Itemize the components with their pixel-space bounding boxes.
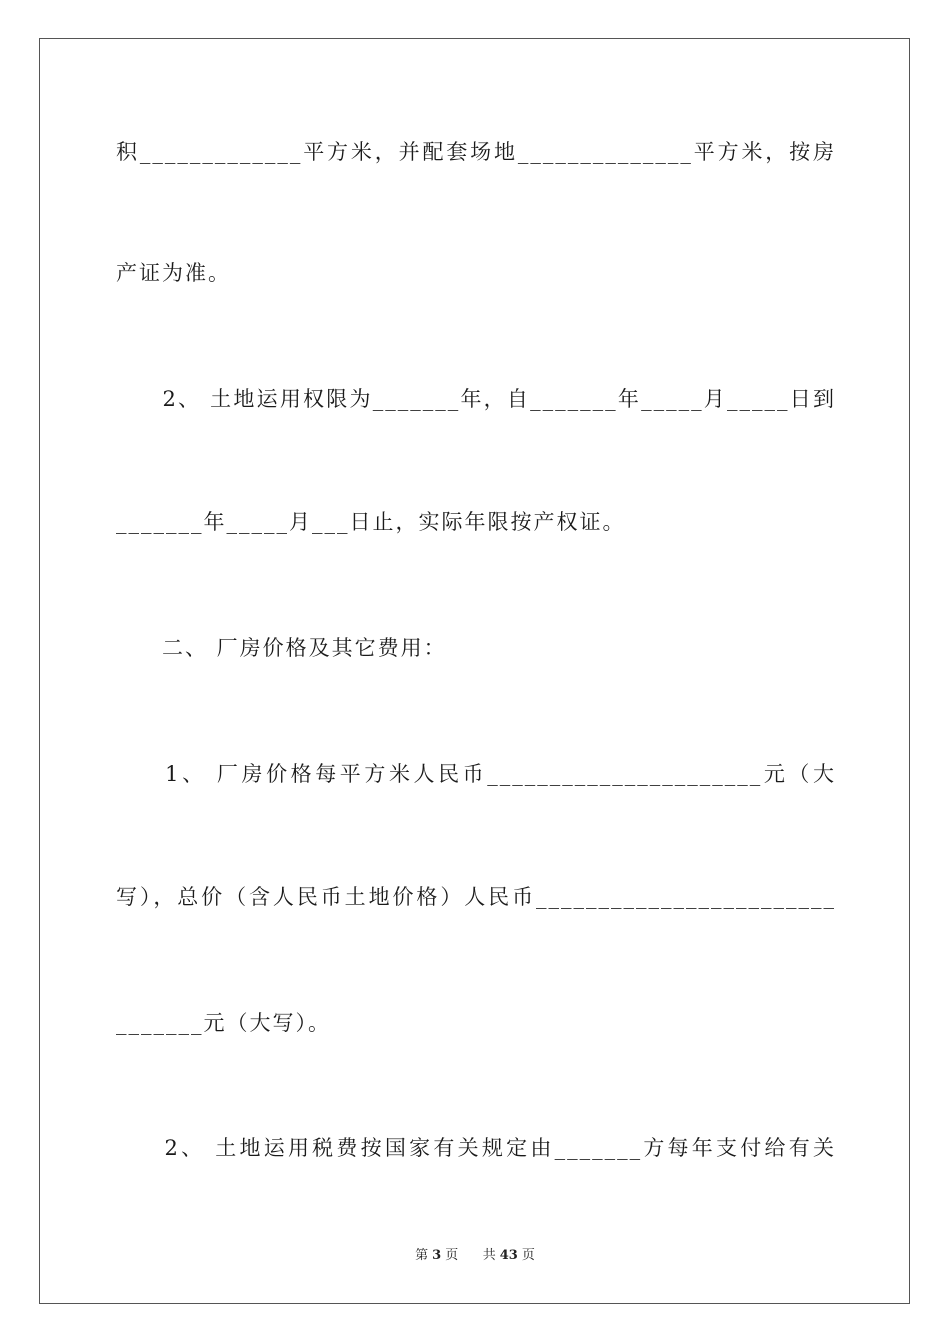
text-line-1: 积_____________平方米，并配套场地______________平方米，按房 <box>116 140 836 164</box>
text-line-4: _______年_____月___日止，实际年限按产权证。 <box>116 510 626 534</box>
text-line-2: 产证为准。 <box>116 261 231 285</box>
total-pages-indicator <box>481 1248 537 1263</box>
section-heading: 二、 厂房价格及其它费用： <box>116 636 447 660</box>
page-footer <box>0 1244 950 1263</box>
text-line-7: 写），总价（含人民币土地价格）人民币________________________ <box>116 885 836 909</box>
text-line-6: 1、 厂房价格每平方米人民币______________________元（大 <box>116 762 836 786</box>
total-pages: 43 <box>499 1248 518 1263</box>
total-prefix: 共 <box>482 1248 496 1263</box>
page-suffix: 页 <box>445 1248 459 1263</box>
text-line-8: _______元（大写）。 <box>116 1011 331 1035</box>
page-prefix: 第 <box>415 1248 429 1263</box>
total-suffix: 页 <box>521 1248 535 1263</box>
page-indicator <box>413 1248 460 1263</box>
page-border <box>39 38 910 1304</box>
page-number: 3 <box>432 1248 442 1263</box>
text-line-3: 2、 土地运用权限为_______年，自_______年_____月_____日到 <box>116 387 836 411</box>
text-line-9: 2、 土地运用税费按国家有关规定由_______方每年支付给有关 <box>116 1136 836 1160</box>
